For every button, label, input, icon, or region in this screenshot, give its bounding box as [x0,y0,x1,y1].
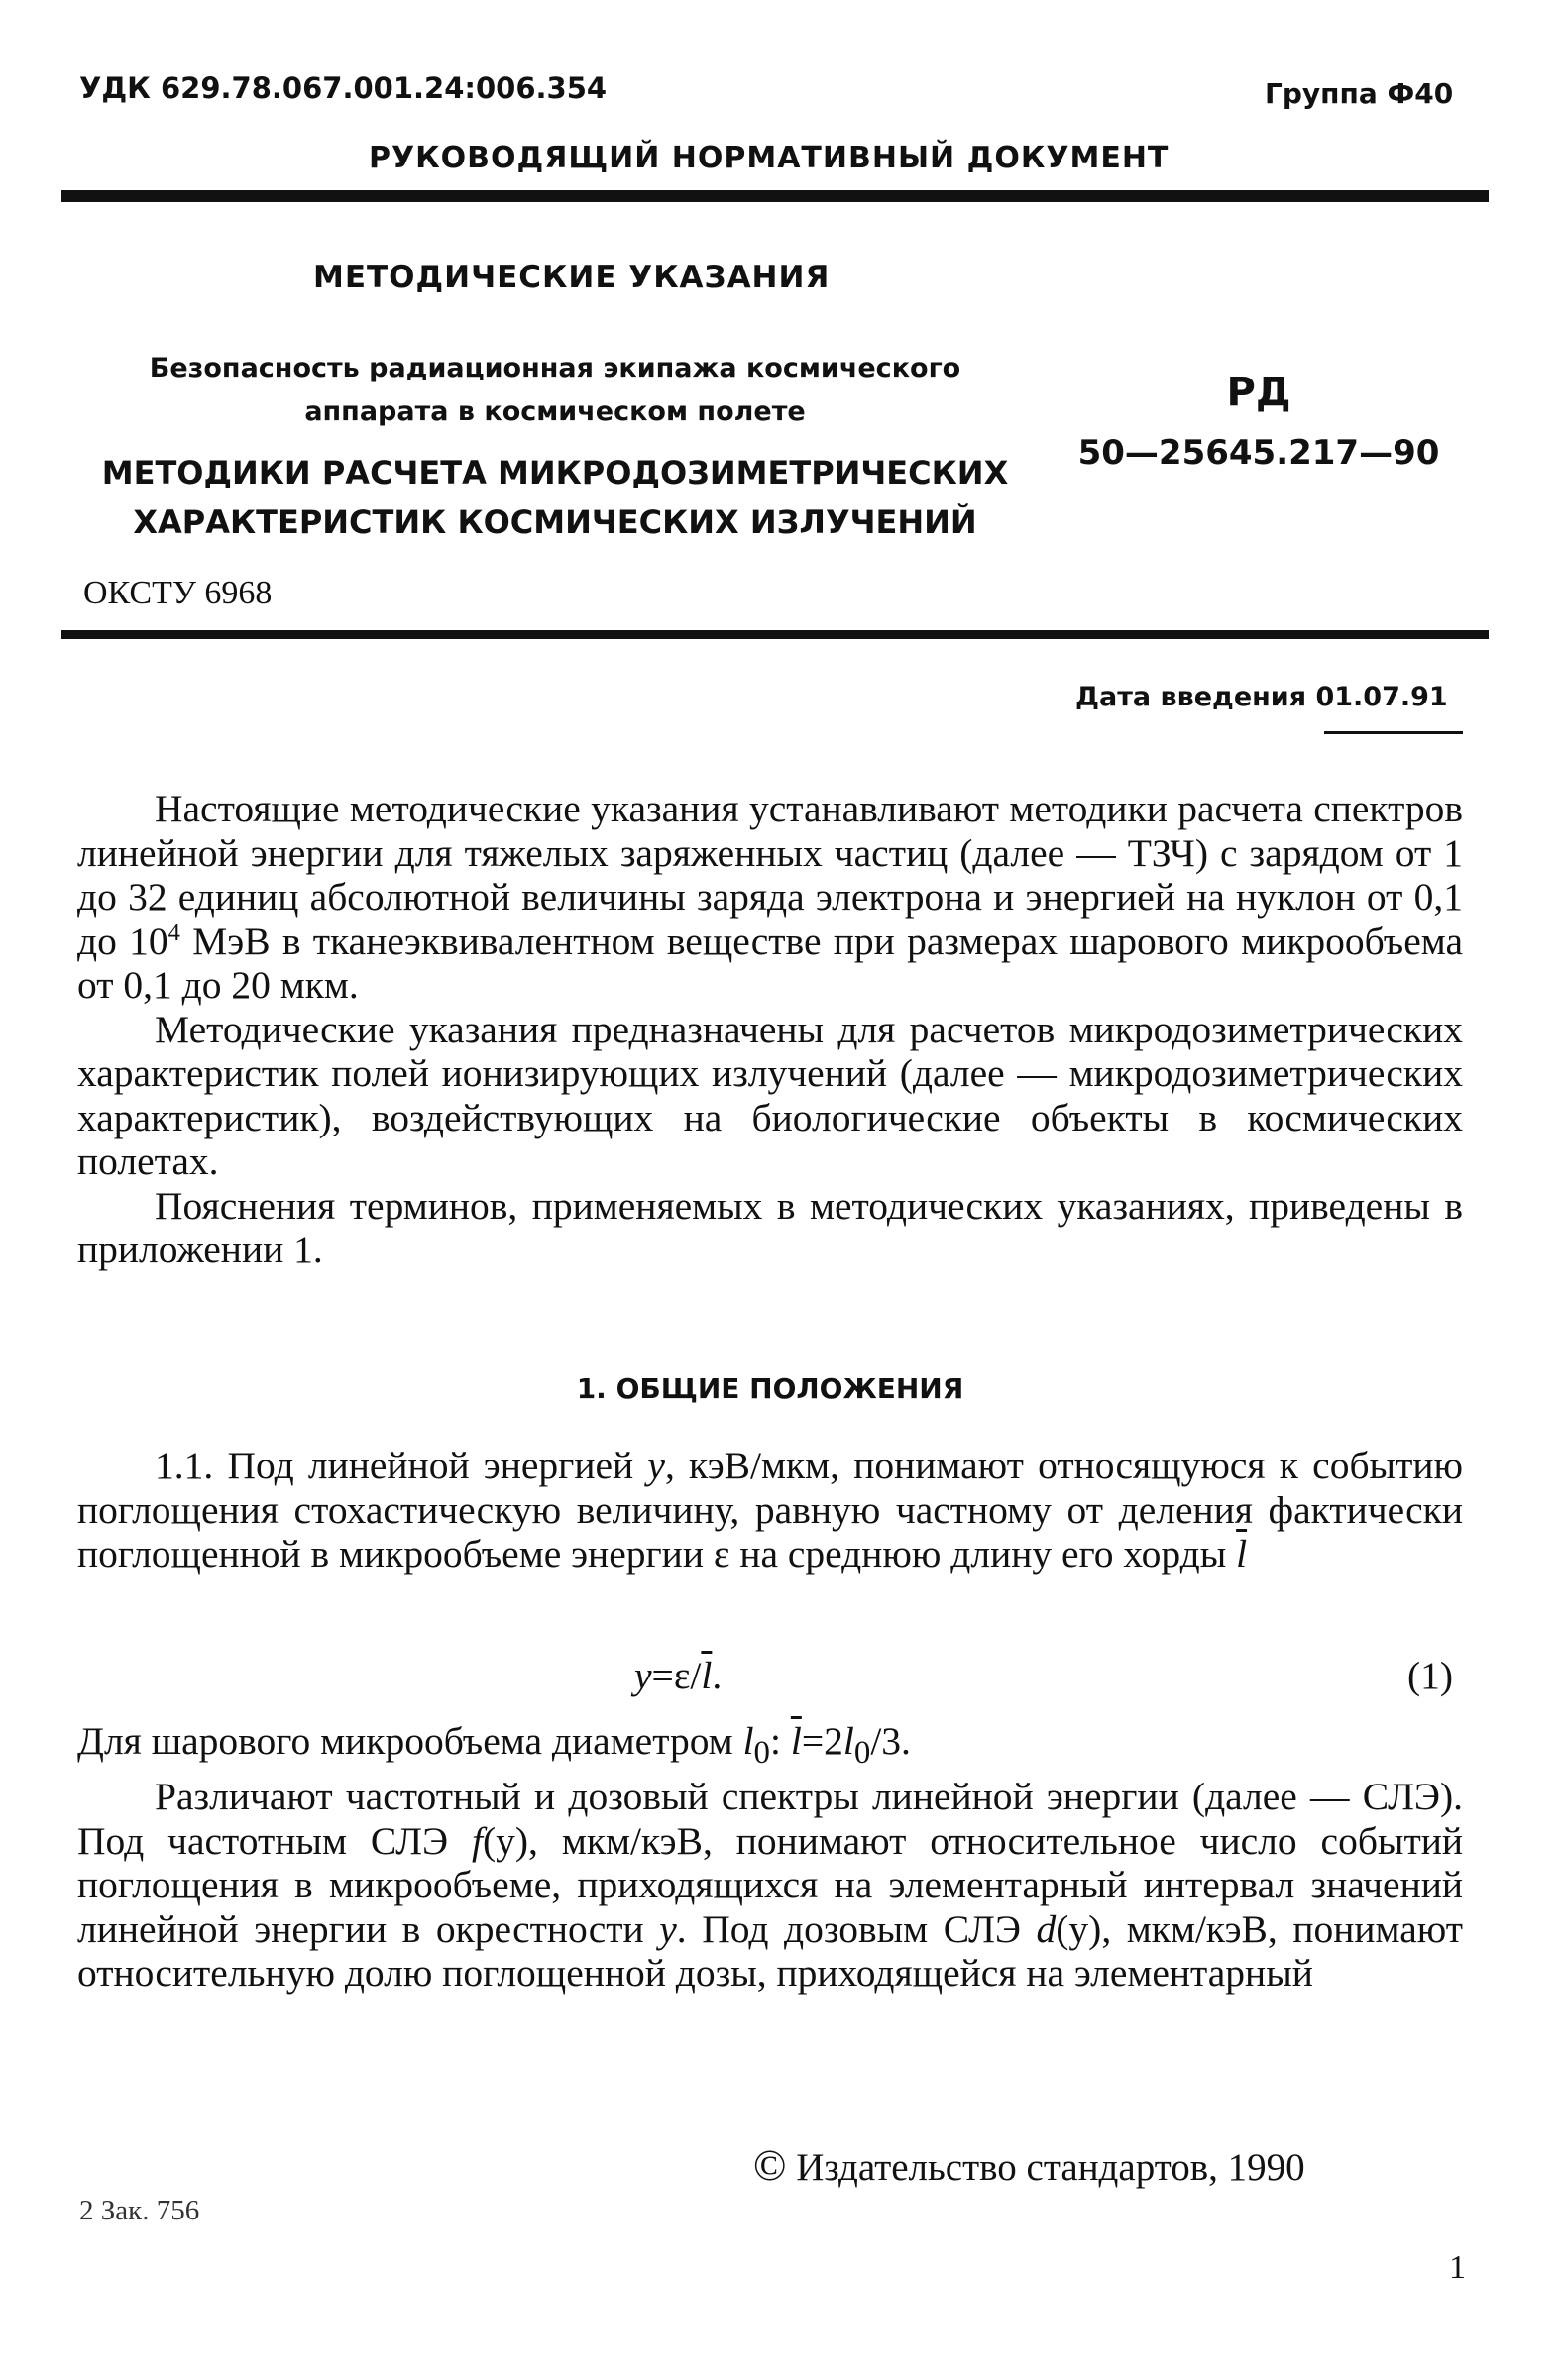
rd-label: РД [1226,370,1291,415]
paragraph-terms: Пояснения терминов, применяемых в методических указаниях, приведены в приложении 1. [77,1183,1463,1271]
rd-designation [1051,365,1467,478]
intro-date-value: 01.07.91 [1315,682,1448,712]
okstu-code: ОКСТУ 6968 [83,575,273,611]
page-number: 1 [1449,2249,1466,2286]
subject-line-1: Безопасность радиационная экипажа космического [149,353,961,383]
copyright-text: Издательство стандартов, 1990 [796,2146,1305,2189]
document-title [79,448,1031,547]
section-heading: 1. ОБЩИЕ ПОЛОЖЕНИЯ [576,1372,964,1405]
paragraph-spectra: Различают частотный и дозовый спектры линейной энергии (далее — СЛЭ). Под частотным СЛЭ f(y), мкм/кэВ, понимают относительное число событий поглощения в микрообъеме, приходящихся на элементарный интервал значений линейной энергии в окрестности y. Под дозовым СЛЭ d(y), мкм/кэВ, понимают относительную долю поглощенной дозы, приходящейся на элементарный [77,1775,1463,1996]
paragraph-sphere-chord: Для шарового микрообъема диаметром $l_0$: $\overline{l}=2l_0/3$. [77,1719,911,1771]
paragraph-linear-energy: 1.1. Под линейной энергией y, кэВ/мкм, понимают относящуюся к событию поглощения стохастическую величину, равную частному от деления фактически поглощенной в микрообъеме энергии ε на среднюю длину его хорды $\overline{l}$ [77,1444,1463,1575]
paragraph-purpose: Методические указания предназначены для расчетов микродозиметрических характеристик полей ионизирующих излучений (далее — микродозиметрических характеристик), воздействующих на биологические объекты в космических полетах. [77,1007,1463,1183]
copyright-icon: © [753,2141,787,2190]
paragraph-scope: Настоящие методические указания устанавливают методики расчета спектров линейной энергии для тяжелых заряженных частиц (далее — ТЗЧ) с зарядом от 1 до 32 единиц абсолютной величины заряда электрона и энергией на нуклон от 0,1 до $10^4$ МэВ в тканеэквивалентном веществе при размерах шарового микрообъема от 0,1 до 20 мкм. [77,787,1463,1007]
intro-date [1075,682,1448,712]
title-line-1: МЕТОДИКИ РАСЧЕТА МИКРОДОЗИМЕТРИЧЕСКИХ [101,454,1009,491]
document-type: РУКОВОДЯЩИЙ НОРМАТИВНЫЙ ДОКУМЕНТ [369,141,1170,175]
intro-text [77,787,1463,1272]
intro-date-underline [1324,731,1463,734]
copyright-notice [753,2140,1305,2191]
formula-1: $y=\varepsilon/\overline{l}$. [634,1654,723,1697]
title-line-2: ХАРАКТЕРИСТИК КОСМИЧЕСКИХ ИЗЛУЧЕНИЙ [133,503,977,541]
group-code: Группа Ф40 [1265,77,1454,110]
clause-1-1-continued [77,1719,1463,1996]
document-kind: МЕТОДИЧЕСКИЕ УКАЗАНИЯ [313,260,831,295]
print-order: 2 Зак. 756 [79,2195,200,2226]
clause-1-1 [77,1444,1463,1576]
udk-code: УДК 629.78.067.001.24:006.354 [79,71,608,105]
formula-number: (1) [1407,1654,1454,1697]
intro-date-label: Дата введения [1075,682,1307,712]
subject-title [79,347,1031,434]
header-rule [61,190,1489,202]
rd-number: 50—25645.217—90 [1077,433,1440,473]
title-rule [61,630,1489,639]
subject-line-2: аппарата в космическом полете [304,396,806,427]
